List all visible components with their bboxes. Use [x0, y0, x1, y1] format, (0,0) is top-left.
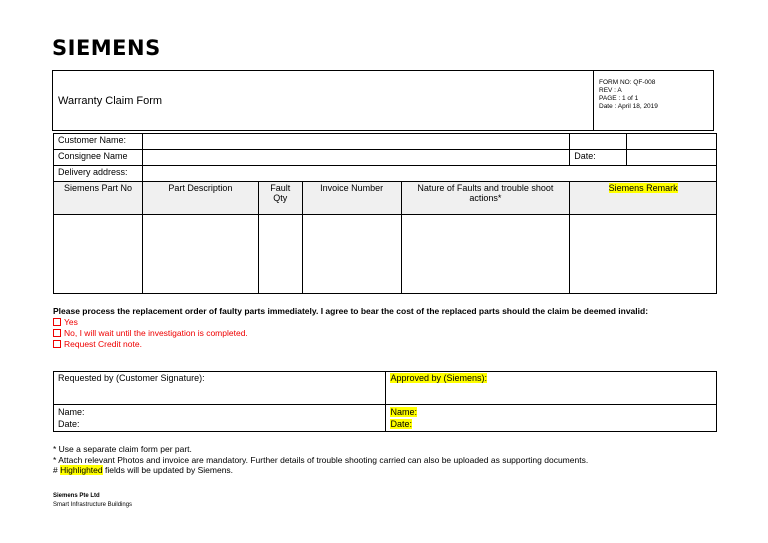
checkbox-icon[interactable]: [53, 329, 61, 337]
part-no-field[interactable]: [54, 215, 143, 294]
siemens-remark-highlight: Siemens Remark: [608, 183, 678, 193]
col-fault-qty: Fault Qty: [258, 182, 302, 215]
siemens-name-label: Name:: [390, 407, 417, 417]
signature-table: [53, 371, 717, 432]
col-nature-of-faults: Nature of Faults and trouble shoot actions*: [401, 182, 570, 215]
col-siemens-remark: [570, 182, 717, 215]
option-credit-note[interactable]: [53, 339, 142, 349]
option-label: Request Credit note.: [64, 339, 142, 349]
col-part-description: Part Description: [142, 182, 258, 215]
checkbox-icon[interactable]: [53, 318, 61, 326]
note-highlighted: [53, 465, 233, 475]
form-number: FORM NO: QF-008: [599, 79, 656, 86]
footer-division: Smart Infrastructure Buildings: [53, 502, 133, 508]
consignee-name-field[interactable]: [142, 150, 569, 166]
option-yes[interactable]: [53, 317, 78, 327]
form-date: Date : April 18, 2019: [599, 103, 658, 110]
customer-name-field[interactable]: [142, 134, 569, 150]
request-statement: Please process the replacement order of faulty parts immediately. I agree to bear the cost of the replaced parts should the claim be deemed invalid:: [53, 306, 649, 316]
footer-company: Siemens Pte Ltd: [53, 493, 100, 499]
form-meta: [593, 71, 714, 130]
checkbox-icon[interactable]: [53, 340, 61, 348]
requested-by-cell[interactable]: [54, 372, 386, 405]
approved-by-cell: [386, 372, 717, 405]
nature-of-faults-field[interactable]: [401, 215, 570, 294]
form-title: Warranty Claim Form: [58, 95, 163, 107]
note-highlight-word: Highlighted: [60, 465, 103, 475]
requested-by-label: Requested by (Customer Signature):: [58, 373, 205, 383]
invoice-number-field[interactable]: [302, 215, 401, 294]
date-field[interactable]: [627, 150, 717, 166]
col-invoice-number: Invoice Number: [302, 182, 401, 215]
siemens-remark-field[interactable]: [570, 215, 717, 294]
siemens-name-date-cell: [386, 405, 717, 432]
name-label: Name:: [58, 407, 85, 417]
date-label: Date:: [58, 419, 80, 429]
customer-name-label: Customer Name:: [54, 134, 143, 150]
note-separate-form: * Use a separate claim form per part.: [53, 444, 192, 454]
siemens-date-label: Date:: [390, 419, 412, 429]
blank-cell: [627, 134, 717, 150]
form-rev: REV : A: [599, 87, 622, 94]
fault-qty-field[interactable]: [258, 215, 302, 294]
note-attachments: * Attach relevant Photos and invoice are mandatory. Further details of trouble shooting carried can also be uploaded as supporting documents.: [53, 455, 589, 465]
claim-table: [53, 133, 717, 294]
form-page: PAGE : 1 of 1: [599, 95, 639, 102]
delivery-address-label: Delivery address:: [54, 166, 143, 182]
option-label: Yes: [64, 317, 78, 327]
note-suffix: fields will be updated by Siemens.: [102, 465, 234, 475]
note-prefix: #: [53, 465, 61, 475]
consignee-name-label: Consignee Name: [54, 150, 143, 166]
customer-name-date-cell[interactable]: [54, 405, 386, 432]
blank-cell: [570, 134, 627, 150]
option-label: No, I will wait until the investigation is completed.: [64, 328, 248, 338]
part-description-field[interactable]: [142, 215, 258, 294]
delivery-address-field[interactable]: [142, 166, 716, 182]
date-label: Date:: [570, 150, 627, 166]
form-header: [52, 70, 714, 131]
col-part-no: Siemens Part No: [54, 182, 143, 215]
option-wait[interactable]: [53, 328, 248, 338]
siemens-logo: SIEMENS: [52, 36, 161, 60]
approved-by-label: Approved by (Siemens):: [390, 373, 488, 383]
